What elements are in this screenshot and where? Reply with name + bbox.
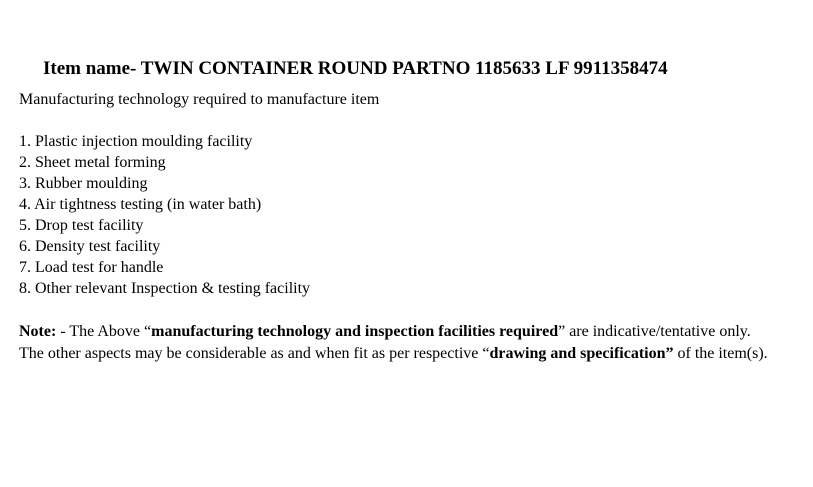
note-bold-2: drawing and specification” <box>489 344 674 362</box>
technology-list <box>19 131 310 299</box>
note-paragraph <box>19 321 779 364</box>
list-item: 7. Load test for handle <box>19 259 164 276</box>
item-title: Item name- TWIN CONTAINER ROUND PARTNO 1185633 LF 9911358474 <box>43 58 668 79</box>
list-item: 8. Other relevant Inspection & testing facility <box>19 280 311 297</box>
note-text-2: ” are indicative/tentative only. The other aspects may be considerable as and when fit as per respective “ <box>19 323 751 362</box>
list-item: 4. Air tightness testing (in water bath) <box>19 196 262 213</box>
intro-text: Manufacturing technology required to manufacture item <box>19 91 380 108</box>
note-bold-1: manufacturing technology and inspection facilities required <box>151 323 559 340</box>
list-item: 1. Plastic injection moulding facility <box>19 133 253 150</box>
note-label: Note: <box>19 323 57 340</box>
list-item: 5. Drop test facility <box>19 217 144 234</box>
note-text-1: - The Above “ <box>56 323 152 340</box>
list-item: 6. Density test facility <box>19 238 161 255</box>
note-text-3: of the item(s). <box>673 344 768 362</box>
list-item: 3. Rubber moulding <box>19 175 148 192</box>
list-item: 2. Sheet metal forming <box>19 154 166 171</box>
